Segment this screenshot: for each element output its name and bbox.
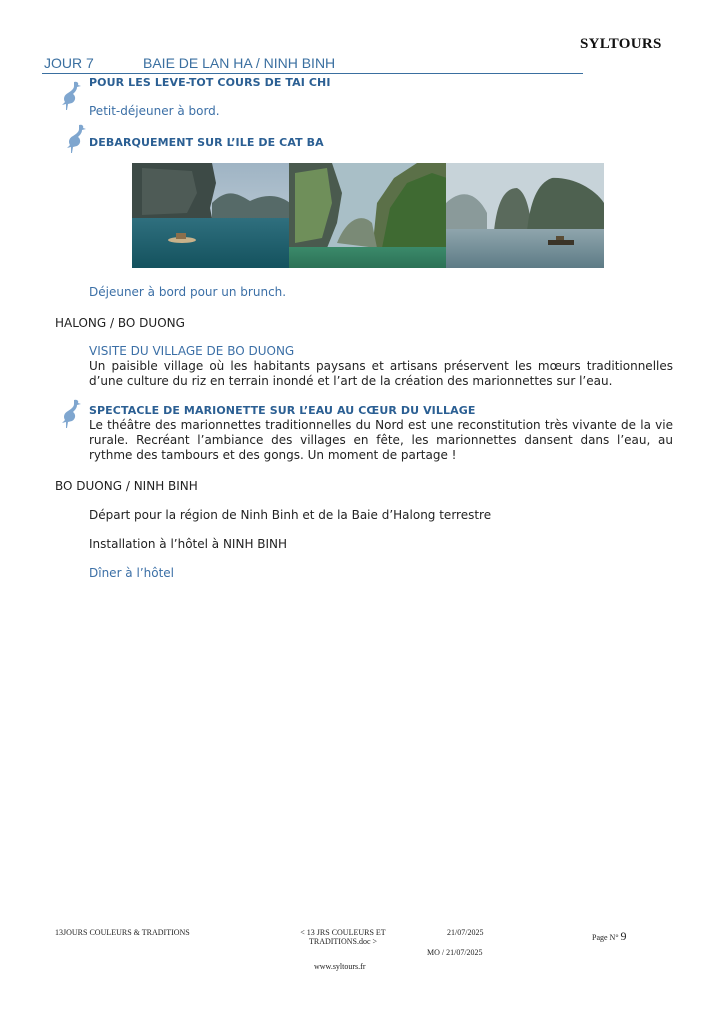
dinner-text: Dîner à l’hôtel (89, 566, 174, 580)
section-title-village: VISITE DU VILLAGE DE BO DUONG (89, 344, 295, 358)
route-boduong-ninhbinh: BO DUONG / NINH BINH (55, 479, 198, 493)
day-label: JOUR 7 (44, 55, 94, 71)
footer-date: 21/07/2025 (447, 928, 484, 937)
section-title-catba: DEBARQUEMENT SUR L’ILE DE CAT BA (89, 136, 324, 149)
page-number (592, 929, 627, 944)
heron-icon (63, 123, 87, 153)
footer-tour-name: 13JOURS COULEURS & TRADITIONS (55, 928, 190, 937)
halong-bay-photo-strip (132, 163, 604, 268)
puppet-description: Le théâtre des marionnettes traditionnelles du Nord est une reconstitution très vivante de la vie rurale. Recréant l’ambiance des villages en fête, les marionnettes dansent dans l’eau, au rythme des tambours et des gongs. Un moment de partage ! (89, 418, 673, 462)
footer-modified-date: MO / 21/07/2025 (427, 948, 483, 957)
heron-icon (58, 80, 82, 110)
footer-doc-line2: TRADITIONS.doc > (308, 937, 378, 946)
breakfast-text: Petit-déjeuner à bord. (89, 104, 220, 118)
header-divider (42, 73, 583, 74)
heron-icon (58, 398, 82, 428)
page-number-value: 9 (620, 929, 627, 943)
village-description: Un paisible village où les habitants paysans et artisans préservent les mœurs traditionnelles d’une culture du riz en terrain inondé et l’art de la création des marionnettes sur l’eau. (89, 359, 673, 388)
hotel-text: Installation à l’hôtel à NINH BINH (89, 537, 288, 551)
day-title: BAIE DE LAN HA / NINH BINH (143, 55, 336, 71)
footer-doc-name (295, 928, 391, 946)
brand-logo-text: SYLTOURS (580, 36, 662, 52)
footer-doc-line1: < 13 JRS COULEURS ET (300, 928, 386, 937)
section-title-taichi: POUR LES LEVE-TOT COURS DE TAI CHI (89, 76, 331, 89)
route-halong-boduong: HALONG / BO DUONG (55, 316, 185, 330)
departure-text: Départ pour la région de Ninh Binh et de la Baie d’Halong terrestre (89, 508, 492, 522)
page-number-label: Page N° (592, 933, 619, 942)
brunch-text: Déjeuner à bord pour un brunch. (89, 285, 287, 299)
section-title-puppets: SPECTACLE DE MARIONETTE SUR L’EAU AU CŒUR DU VILLAGE (89, 404, 476, 417)
footer-website: www.syltours.fr (314, 962, 366, 971)
